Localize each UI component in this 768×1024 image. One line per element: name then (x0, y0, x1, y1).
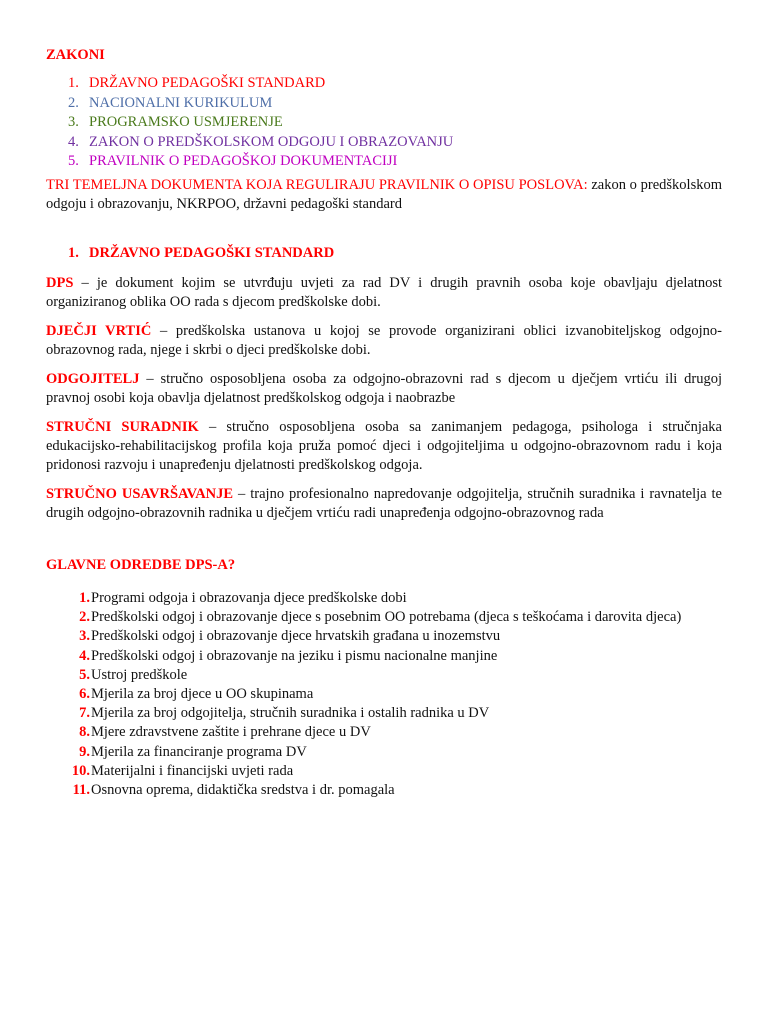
list-item-number: 5. (79, 666, 90, 683)
list-item (46, 743, 722, 762)
list-item-number: 2. (68, 94, 79, 111)
list-item (46, 723, 722, 742)
definition-term: DJEČJI VRTIĆ (46, 322, 152, 339)
list-item-text: Mjerila za broj djece u OO skupinama (91, 685, 314, 702)
definition-strucno-usavrsavanje (46, 485, 722, 523)
list-item-text: Mjerila za broj odgojitelja, stručnih suradnika i ostalih radnika u DV (91, 705, 490, 722)
glavne-odredbe-heading: GLAVNE ODREDBE DPS-A? (46, 556, 236, 573)
list-item-text: Programi odgoja i obrazovanja djece predškolske dobi (91, 590, 407, 606)
definition-text: – stručno osposobljena osoba za odgojno-obrazovni rad s djecom u dječjem vrtiću ili drugoj pravnoj osobi koja obavlja djelatnost predškolskog odgoja i naobrazbe (46, 370, 722, 406)
list-item (46, 704, 722, 723)
list-item-text: NACIONALNI KURIKULUM (89, 94, 273, 111)
definition-djecji-vrtic (46, 322, 722, 360)
list-item-text: Materijalni i financijski uvjeti rada (91, 762, 294, 779)
list-item (46, 647, 722, 666)
list-item-text: Predškolski odgoj i obrazovanje djece s posebnim OO potrebama (djeca s teškoćama i darovita djeca) (91, 609, 682, 626)
list-item (46, 781, 722, 800)
tri-dokumenta-lead: TRI TEMELJNA DOKUMENTA KOJA REGULIRAJU PRAVILNIK O OPISU POSLOVA: (46, 176, 588, 193)
list-item (46, 589, 722, 608)
list-item (46, 94, 722, 114)
definition-term: STRUČNI SURADNIK (46, 418, 199, 435)
zakoni-list (46, 74, 722, 172)
definition-odgojitelj (46, 370, 722, 408)
list-item (46, 608, 722, 627)
list-item (46, 666, 722, 685)
definition-text: – stručno osposobljena osoba sa zanimanjem pedagoga, psihologa i stručnjaka edukacijsko-rehabilitacijskog profila koja pruža pomoć djeci i odgojiteljima u odgojno-obrazovnom radu i koja pridonosi razvoju i unapređenju djelatnosti predškolskog odgoja. (46, 418, 722, 473)
glavne-odredbe-list (46, 589, 722, 800)
list-item-text: PROGRAMSKO USMJERENJE (89, 114, 283, 130)
list-item (46, 113, 722, 133)
list-item-number: 1. (79, 590, 90, 606)
document-content (46, 46, 722, 800)
list-item-number: 4. (68, 133, 79, 150)
list-item-number: 9. (79, 743, 90, 760)
list-item-number: 7. (79, 705, 90, 722)
zakoni-heading: ZAKONI (46, 47, 105, 63)
list-item-number: 8. (79, 724, 90, 741)
definition-text: – predškolska ustanova u kojoj se provode organizirani oblici izvanobiteljskog odgojno-obrazovnog rada, njege i skrbi o djeci predškolske dobi. (46, 322, 723, 358)
list-item (46, 152, 722, 172)
section-title: DRŽAVNO PEDAGOŠKI STANDARD (89, 244, 335, 261)
list-item (46, 74, 722, 94)
list-item-text: Predškolski odgoj i obrazovanje djece hrvatskih građana u inozemstvu (91, 628, 501, 645)
list-item (46, 133, 722, 153)
list-item (46, 627, 722, 646)
list-item-text: Osnovna oprema, didaktička sredstva i dr. pomagala (91, 781, 395, 798)
list-item-text: PRAVILNIK O PEDAGOŠKOJ DOKUMENTACIJI (89, 153, 398, 169)
list-item-text: DRŽAVNO PEDAGOŠKI STANDARD (89, 75, 326, 91)
definition-strucni-suradnik (46, 418, 722, 475)
definition-text: – trajno profesionalno napredovanje odgojitelja, stručnih suradnika i ravnatelja te drugih odgojno-obrazovnih radnika u dječjem vrtiću radi unapređenja odgojno-obrazovnog rada (46, 485, 722, 521)
tri-dokumenta-text: zakon o predškolskom odgoju i obrazovanju, NKRPOO, državni pedagoški standard (46, 176, 722, 212)
list-item-text: ZAKON O PREDŠKOLSKOM ODGOJU I OBRAZOVANJU (89, 133, 454, 150)
list-item-number: 3. (79, 628, 90, 645)
definition-term: STRUČNO USAVRŠAVANJE (46, 485, 234, 502)
section-number: 1. (68, 244, 79, 261)
list-item-number: 5. (68, 153, 79, 169)
list-item (46, 762, 722, 781)
list-item-number: 6. (79, 685, 90, 702)
definition-dps (46, 274, 722, 312)
definition-text: – je dokument kojim se utvrđuju uvjeti za rad DV i drugih pravnih osoba koje obavljaju djelatnost organiziranog oblika OO rada s djecom predškolske dobi. (46, 274, 722, 310)
section-heading-dps (46, 244, 722, 263)
definition-term: DPS (46, 274, 74, 291)
list-item-text: Mjere zdravstvene zaštite i prehrane djece u DV (91, 724, 371, 741)
definition-term: ODGOJITELJ (46, 370, 140, 387)
list-item-number: 4. (79, 647, 90, 664)
list-item-number: 10. (71, 762, 90, 779)
list-item-text: Predškolski odgoj i obrazovanje na jeziku i pismu nacionalne manjine (91, 647, 498, 664)
list-item-text: Mjerila za financiranje programa DV (91, 743, 307, 760)
tri-dokumenta-paragraph (46, 176, 722, 214)
list-item-number: 3. (68, 114, 79, 130)
list-item-number: 2. (79, 609, 90, 626)
list-item-number: 11. (72, 781, 90, 798)
list-item-number: 1. (68, 75, 79, 91)
list-item (46, 685, 722, 704)
list-item-text: Ustroj predškole (91, 666, 188, 683)
